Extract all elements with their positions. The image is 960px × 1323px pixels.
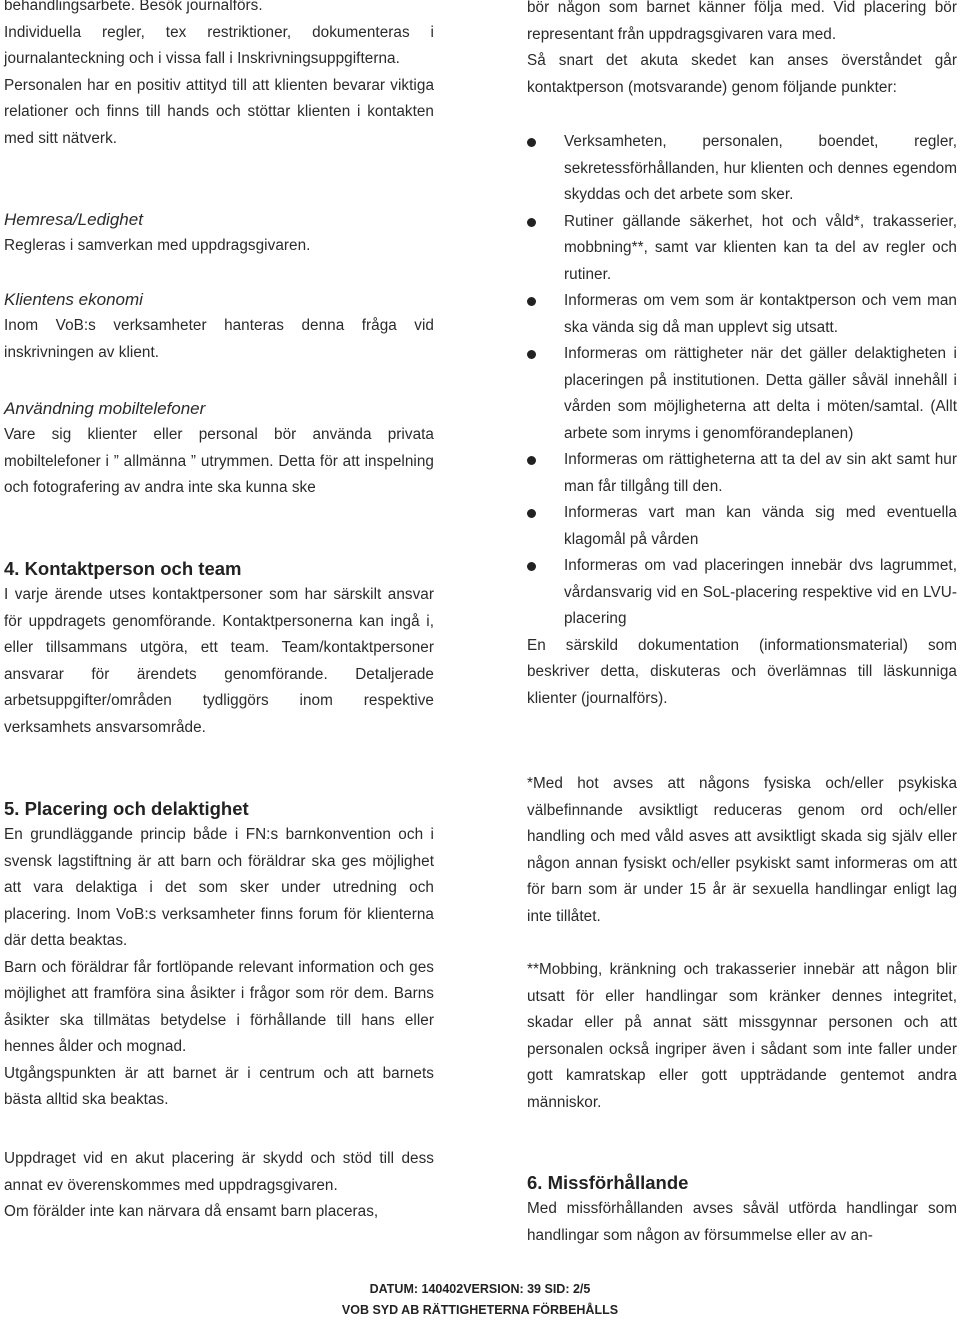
subheading: Klientens ekonomi <box>4 290 143 309</box>
bullet-list <box>527 129 957 633</box>
list-item <box>527 500 957 553</box>
footnote: *Med hot avses att någons fysiska och/eller psykiska välbefinnande avsiktligt reduceras genom ord och/eller handling och med våld asves att avsiktligt skada sig själv eller någon annan fysiskt och/eller psykiskt samt informeras om att för barn som är under 15 år är sexuella handlingar enligt lag inte tillåtet. <box>527 775 957 925</box>
bullet-icon <box>527 509 536 518</box>
section-6 <box>527 1170 957 1249</box>
paragraph: Om förälder inte kan närvara då ensamt barn placeras, <box>4 1203 379 1220</box>
hemresa-section <box>4 207 434 260</box>
section-heading: 4. Kontaktperson och team <box>4 558 242 579</box>
list-item-text: Informeras om rättigheterna att ta del av sin akt samt hur man får tillgång till den. <box>564 451 957 495</box>
list-item-text: Informeras om vad placeringen innebär dvs lagrummet, vårdansvarig vid en SoL-placering respektive vid en LVU-placering <box>564 557 957 627</box>
bullet-icon <box>527 218 536 227</box>
list-item-text: Verksamheten, personalen, boendet, regler, sekretessförhållanden, hur klienten och dennes egendom skyddas och det arbete som sker. <box>564 133 957 203</box>
section-4 <box>4 556 434 741</box>
subheading: Hemresa/Ledighet <box>4 210 143 229</box>
bullet-icon <box>527 297 536 306</box>
bullet-icon <box>527 350 536 359</box>
bullet-icon <box>527 138 536 147</box>
ekonomi-section <box>4 287 434 366</box>
paragraph: Utgångspunkten är att barnet är i centrum och att barnets bästa alltid ska beaktas. <box>4 1064 434 1108</box>
bullet-icon <box>527 456 536 465</box>
footnote-mobbing <box>527 957 957 1116</box>
subheading: Användning mobiltelefoner <box>4 399 206 418</box>
list-item <box>527 553 957 633</box>
paragraph: Uppdraget vid en akut placering är skydd och stöd till dess annat ev överenskommes med uppdragsgivaren. <box>4 1150 434 1194</box>
footnote-hot <box>527 771 957 930</box>
paragraph: Regleras i samverkan med uppdragsgivaren. <box>4 237 311 254</box>
paragraph: Individuella regler, tex restriktioner, dokumenteras i journalanteckning och i vissa fall i Inskrivningsuppgifterna. <box>4 23 434 67</box>
list-item <box>527 288 957 341</box>
paragraph: Så snart det akuta skedet kan anses överståndet går kontaktperson (motsvarande) genom följande punkter: <box>527 52 957 96</box>
list-item <box>527 341 957 447</box>
list-item-text: Informeras om rättigheter när det gäller delaktigheten i placeringen på institutionen. Detta gäller såväl innehåll i vården som möjligheterna att delta i möten/samtal. (Allt arbete som inryms i genomförandeplanen) <box>564 345 957 442</box>
paragraph: bör någon som barnet känner följa med. Vid placering bör representant från uppdragsgivaren vara med. <box>527 0 957 43</box>
list-item <box>527 129 957 209</box>
paragraph: Vare sig klienter eller personal bör använda privata mobiltelefoner i ” allmänna ” utrymmen. Detta för att inspelning och fotografering av andra inte ska kunna ske <box>4 426 434 496</box>
paragraph: En grundläggande princip både i FN:s barnkonvention och i svensk lagstiftning är att barn och föräldrar ska ges möjlighet att vara delaktiga i det som sker under utredning och placering. Inom VoB:s verksamheter finns forum för klienterna där detta beaktas. <box>4 826 434 949</box>
list-item <box>527 209 957 289</box>
list-item <box>527 447 957 500</box>
paragraph: Inom VoB:s verksamheter hanteras denna fråga vid inskrivningen av klient. <box>4 317 434 361</box>
footnote: **Mobbing, kränkning och trakasserier innebär att någon blir utsatt för eller handlingar som kränker dennes integritet, skadar eller på annat sätt missgynnar personen och att personalen också ingriper även i sådant som inte faller under gott kamratskap eller gott uppträdande gentemot andra människor. <box>527 961 957 1111</box>
paragraph: Barn och föräldrar får fortlöpande relevant information och ges möjlighet att framföra sina åsikter i frågor som rör dem. Barns åsikter ska tillmätas betydelse i förhållande till hans eller hennes ålder och mognad. <box>4 958 434 1055</box>
mobil-section <box>4 396 434 502</box>
bullet-icon <box>527 562 536 571</box>
footer-company: VOB SYD AB RÄTTIGHETERNA FÖRBEHÅLLS <box>341 1303 619 1317</box>
bullet-list-block <box>527 129 957 712</box>
footer-date-version: DATUM: 140402VERSION: 39 SID: 2/5 <box>369 1282 591 1296</box>
section-heading: 5. Placering och delaktighet <box>4 798 249 819</box>
list-item-text: Informeras vart man kan vända sig med eventuella klagomål på vården <box>564 504 957 548</box>
list-item-text: Rutiner gällande säkerhet, hot och våld*, trakasserier, mobbning**, samt var klienten kan ta del av regler och rutiner. <box>564 212 957 283</box>
section-5-cont <box>4 1146 434 1226</box>
paragraph: Med missförhållanden avses såväl utförda handlingar som handlingar som någon av försummelse eller av an- <box>527 1200 957 1244</box>
paragraph: En särskild dokumentation (informationsmaterial) som beskriver detta, diskuteras och överlämnas till läskunniga klienter (journalförs). <box>527 636 957 707</box>
paragraph: Personalen har en positiv attityd till att klienten bevarar viktiga relationer och finns till hands och stöttar klienten i kontakten med sitt nätverk. <box>4 76 434 147</box>
paragraph: behandlingsarbete. Besök journalförs. <box>4 0 263 14</box>
intro-block <box>4 0 434 152</box>
list-item-text: Informeras om vem som är kontaktperson och vem man ska vända sig då man upplevt sig utsatt. <box>564 292 957 336</box>
page-footer <box>290 1279 670 1321</box>
section-5 <box>4 796 434 1114</box>
right-intro <box>527 0 957 101</box>
section-heading: 6. Missförhållande <box>527 1172 689 1193</box>
paragraph: I varje ärende utses kontaktpersoner som har särskilt ansvar för uppdragets genomförande. Kontaktpersonerna kan ingå i, eller tillsammans utgöra, ett team. Team/kontaktpersoner ansvarar för ärendets genomförande. Detaljerade arbetsuppgifter/områden tydliggörs inom respektive verksamhets ansvarsområde. <box>4 586 434 736</box>
